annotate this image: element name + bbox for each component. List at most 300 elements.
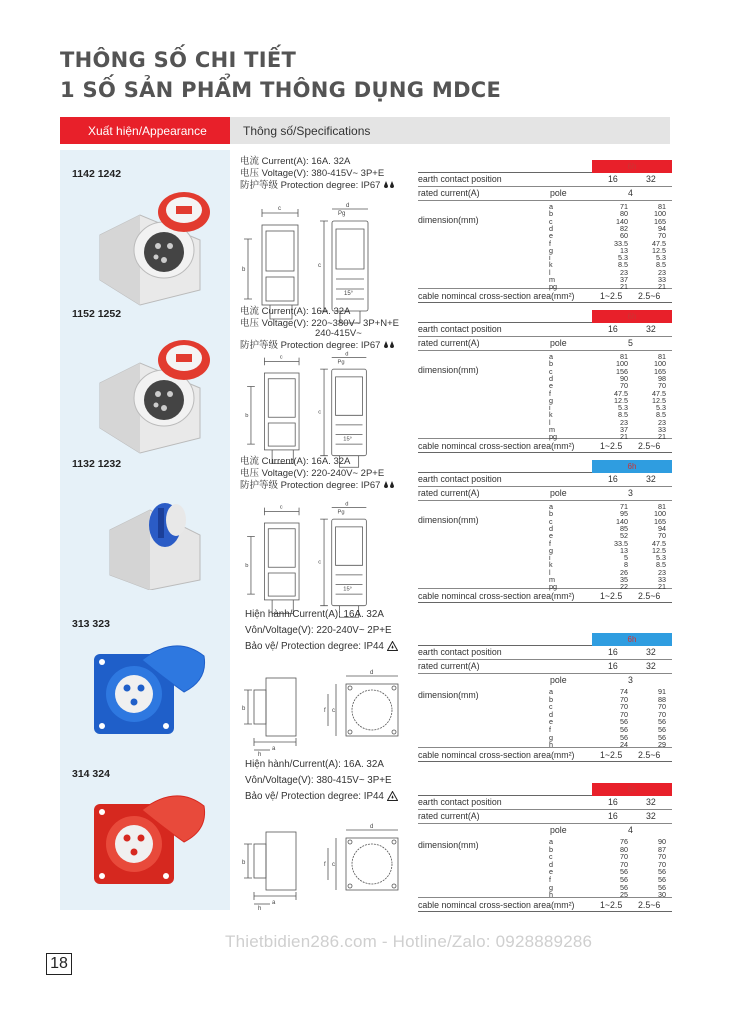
table-row — [418, 646, 672, 660]
dim-value-16: 56 — [620, 725, 628, 734]
dimension-block — [418, 351, 672, 442]
cable-label: cable nomincal cross-section area(mm²) — [418, 750, 575, 760]
spec-line — [240, 456, 395, 468]
dim-value-16: 80 — [620, 209, 628, 219]
appearance-header: Xuất hiện/Appearance — [60, 117, 230, 144]
spec-line-text: Vôn/Voltage(V): 380-415V~ 3P+E — [245, 775, 392, 786]
earth-32: 32 — [646, 474, 656, 484]
svg-text:d: d — [345, 351, 349, 358]
svg-text:h: h — [258, 752, 262, 758]
dim-value-16: 81 — [620, 352, 628, 361]
product-code: 1132 1232 — [72, 458, 122, 470]
dim-letter: k — [549, 560, 553, 570]
svg-text:c: c — [332, 862, 335, 868]
dim-value-16: 156 — [616, 366, 628, 376]
spec-table — [418, 633, 672, 762]
dim-letter: l — [549, 267, 551, 277]
dim-value-32: 70 — [658, 381, 666, 391]
spec-line — [240, 480, 395, 492]
svg-text:d: d — [370, 824, 374, 830]
dim-value-16: 70 — [620, 694, 628, 704]
dim-value-16: 12.5 — [614, 395, 628, 405]
pole-label: pole — [550, 825, 567, 835]
product-image — [80, 630, 210, 745]
product-rows — [60, 150, 672, 910]
dim-value-16: 140 — [616, 516, 628, 526]
dim-letter: g — [549, 245, 553, 255]
dim-value-32: 12.5 — [652, 245, 666, 255]
product-code: 313 323 — [72, 618, 110, 630]
product-spec-text — [245, 607, 398, 655]
dim-letter: d — [549, 709, 553, 719]
svg-text:b: b — [242, 706, 246, 712]
pole-label: pole — [550, 338, 567, 348]
dim-value-16: 35 — [620, 575, 628, 584]
product-spec-text — [240, 456, 395, 492]
rated-32: 32 — [646, 811, 656, 821]
dim-value-16: 25 — [620, 890, 628, 900]
dim-value-32: 30 — [658, 890, 666, 900]
spec-line — [245, 639, 398, 655]
dim-value-32: 94 — [658, 523, 666, 533]
cable-label: cable nomincal cross-section area(mm²) — [418, 441, 575, 451]
dim-value-32: 100 — [654, 209, 666, 219]
cable-label: cable nomincal cross-section area(mm²) — [418, 591, 575, 601]
panel-socket-red-image — [80, 780, 210, 890]
spec-line-text: 防护等级 Protection degree: IP67 — [240, 340, 381, 351]
dim-value-32: 165 — [654, 516, 666, 526]
spec-table — [418, 460, 672, 603]
product-row — [60, 305, 672, 455]
dim-letter: d — [549, 859, 553, 869]
spec-line — [245, 757, 398, 773]
dim-letter: g — [549, 732, 553, 742]
dim-letter: i — [549, 403, 551, 413]
dim-value-16: 100 — [616, 359, 628, 369]
table-header-bar — [418, 310, 672, 323]
dim-value-32: 91 — [658, 687, 666, 696]
dim-letter: a — [549, 687, 553, 696]
table-row — [418, 810, 672, 824]
dim-value-32: 8.5 — [656, 260, 666, 270]
hour-badge: 6h — [592, 633, 672, 646]
cable-row — [418, 289, 672, 303]
table-header-bar — [418, 783, 672, 796]
dim-value-16: 82 — [620, 223, 628, 233]
dim-letter: b — [549, 694, 553, 704]
cable-32: 2.5~6 — [638, 291, 661, 301]
cable-16: 1~2.5 — [600, 750, 623, 760]
dim-letter: h — [549, 740, 553, 750]
spec-line-text: 电流 Current(A): 16A. 32A — [240, 306, 351, 317]
dim-letter: pg — [549, 432, 557, 442]
spec-line-text: Hiện hành/Current(A): 16A. 32A — [245, 759, 384, 770]
cable-32: 2.5~6 — [638, 441, 661, 451]
hour-badge: 6h — [592, 160, 672, 173]
spec-line — [240, 168, 395, 180]
dim-value-32: 81 — [658, 202, 666, 211]
dim-value-32: 70 — [658, 859, 666, 869]
dim-value-16: 80 — [620, 844, 628, 854]
page-title-line1: THÔNG SỐ CHI TIẾT — [60, 48, 297, 72]
dimension-block — [418, 686, 672, 748]
page-title-line2: 1 SỐ SẢN PHẨM THÔNG DỤNG MDCE — [60, 78, 502, 102]
dimension-label: dimension(mm) — [418, 690, 479, 700]
table-row — [418, 660, 672, 674]
dim-letter: k — [549, 410, 553, 420]
dim-letter: f — [549, 388, 551, 398]
earth-16: 16 — [608, 474, 618, 484]
dimension-drawing — [240, 822, 410, 912]
product-row — [60, 755, 672, 910]
spec-line — [245, 773, 398, 789]
cable-32: 2.5~6 — [638, 750, 661, 760]
dim-letter: l — [549, 417, 551, 427]
dim-value-32: 70 — [658, 709, 666, 719]
product-row — [60, 605, 672, 760]
water-drops-icon — [383, 181, 395, 189]
svg-text:c: c — [318, 409, 322, 416]
cable-16: 1~2.5 — [600, 441, 623, 451]
dim-value-32: 165 — [654, 216, 666, 226]
table-row — [418, 323, 672, 337]
specifications-header: Thông số/Specifications — [230, 117, 670, 144]
dim-value-32: 94 — [658, 223, 666, 233]
spec-table — [418, 783, 672, 912]
water-drops-icon — [383, 481, 395, 489]
dim-letter: m — [549, 425, 555, 434]
dim-value-16: 140 — [616, 216, 628, 226]
table-row — [418, 674, 672, 686]
dim-value-16: 5.3 — [618, 403, 628, 413]
product-code: 314 324 — [72, 768, 110, 780]
dim-value-32: 12.5 — [652, 395, 666, 405]
svg-text:f: f — [324, 708, 326, 714]
table-row — [418, 487, 672, 501]
dim-value-16: 37 — [620, 425, 628, 434]
dim-value-32: 70 — [658, 852, 666, 862]
dim-value-32: 21 — [658, 282, 666, 292]
table-row — [418, 473, 672, 487]
svg-text:a: a — [272, 900, 276, 906]
svg-text:15°: 15° — [344, 291, 354, 297]
dim-value-32: 33 — [658, 275, 666, 284]
dim-value-32: 21 — [658, 432, 666, 442]
dim-value-32: 56 — [658, 732, 666, 742]
dim-letter: e — [549, 717, 553, 727]
dim-value-32: 81 — [658, 502, 666, 511]
dimension-drawing — [240, 668, 410, 758]
cable-row — [418, 439, 672, 453]
dimension-label: dimension(mm) — [418, 515, 479, 525]
svg-text:c: c — [279, 504, 283, 511]
dim-value-16: 13 — [620, 245, 628, 255]
dim-value-32: 12.5 — [652, 545, 666, 555]
page-number: 18 — [46, 953, 72, 975]
dim-value-32: 56 — [658, 875, 666, 884]
product-code: 1152 1252 — [72, 308, 122, 320]
dim-value-16: 21 — [620, 432, 628, 442]
rated-label: rated current(A) — [418, 488, 480, 498]
wall-socket-ip67-image — [80, 180, 210, 310]
dim-value-16: 13 — [620, 545, 628, 555]
earth-label: earth contact position — [418, 474, 502, 484]
spec-line-text: 电压 Voltage(V): 380-415V~ 3P+E — [240, 168, 385, 179]
dimension-label: dimension(mm) — [418, 840, 479, 850]
table-row — [418, 824, 672, 836]
dim-value-32: 5.3 — [656, 253, 666, 263]
dim-value-16: 52 — [620, 531, 628, 541]
svg-text:d: d — [346, 203, 350, 209]
dim-value-32: 81 — [658, 352, 666, 361]
earth-label: earth contact position — [418, 324, 502, 334]
rain-triangle-icon — [387, 641, 398, 651]
dim-value-16: 56 — [620, 867, 628, 877]
earth-32: 32 — [646, 324, 656, 334]
cable-label: cable nomincal cross-section area(mm²) — [418, 900, 575, 910]
dim-value-16: 37 — [620, 275, 628, 284]
dim-value-32: 29 — [658, 740, 666, 750]
spec-line-text: Bảo vệ/ Protection degree: IP44 — [245, 641, 384, 652]
dim-value-16: 56 — [620, 732, 628, 742]
svg-text:Pg: Pg — [337, 359, 345, 366]
dim-value-16: 70 — [620, 702, 628, 712]
dim-value-32: 5.3 — [656, 553, 666, 563]
dim-letter: b — [549, 844, 553, 854]
svg-text:c: c — [279, 354, 283, 361]
dim-value-32: 23 — [658, 267, 666, 277]
dim-value-32: 33 — [658, 425, 666, 434]
dim-letter: i — [549, 553, 551, 563]
dim-letter: d — [549, 223, 553, 233]
dim-value-16: 26 — [620, 567, 628, 577]
spec-line-text: 电流 Current(A): 16A. 32A — [240, 156, 351, 167]
table-header-bar — [418, 633, 672, 646]
dim-letter: m — [549, 275, 555, 284]
dim-value-16: 95 — [620, 509, 628, 519]
cable-16: 1~2.5 — [600, 591, 623, 601]
footer-watermark: Thietbidien286.com - Hotline/Zalo: 0928889286 — [225, 932, 593, 951]
dim-letter: e — [549, 381, 553, 391]
svg-text:f: f — [324, 862, 326, 868]
svg-text:a: a — [272, 746, 276, 752]
dimension-block — [418, 201, 672, 292]
dim-letter: b — [549, 509, 553, 519]
dim-value-16: 22 — [620, 582, 628, 592]
dim-value-16: 71 — [620, 202, 628, 211]
dim-letter: f — [549, 725, 551, 734]
table-header-bar — [418, 460, 672, 473]
dim-value-16: 56 — [620, 882, 628, 892]
dim-letter: a — [549, 502, 553, 511]
product-drawing — [240, 822, 410, 917]
product-image — [80, 480, 210, 595]
pole-label: pole — [550, 488, 567, 498]
wall-socket-ip67-image — [80, 328, 210, 458]
svg-text:c: c — [332, 708, 335, 714]
svg-text:c: c — [318, 559, 322, 566]
hour-badge: 6h — [592, 310, 672, 323]
dim-letter: f — [549, 538, 551, 548]
dim-value-16: 70 — [620, 859, 628, 869]
product-image — [80, 180, 210, 315]
spec-line-text: 防护等级 Protection degree: IP67 — [240, 480, 381, 491]
spec-line-text: 240-415V~ — [315, 328, 362, 339]
dim-value-32: 33 — [658, 575, 666, 584]
spec-line-text: 电压 Voltage(V): 220-240V~ 2P+E — [240, 468, 385, 479]
product-code: 1142 1242 — [72, 168, 122, 180]
spec-line-text: 电压 Voltage(V): 220~380V~ 3P+N+E — [240, 318, 399, 329]
earth-16: 16 — [608, 174, 618, 184]
cable-16: 1~2.5 — [600, 291, 623, 301]
dim-letter: pg — [549, 582, 557, 592]
spec-line — [245, 607, 398, 623]
earth-32: 32 — [646, 647, 656, 657]
product-spec-text — [240, 306, 399, 352]
cable-row — [418, 589, 672, 603]
dim-value-32: 47.5 — [652, 238, 666, 248]
dim-value-16: 33.5 — [614, 238, 628, 248]
dim-letter: h — [549, 890, 553, 900]
rated-label: rated current(A) — [418, 811, 480, 821]
dim-letter: l — [549, 567, 551, 577]
table-row — [418, 796, 672, 810]
pole-value: 3 — [628, 488, 633, 498]
dim-value-16: 70 — [620, 709, 628, 719]
dim-letter: g — [549, 545, 553, 555]
pole-value: 3 — [628, 675, 633, 685]
table-header-bar — [418, 160, 672, 173]
dim-value-32: 56 — [658, 717, 666, 727]
svg-text:b: b — [242, 267, 246, 273]
dim-letter: d — [549, 523, 553, 533]
rain-triangle-icon — [387, 791, 398, 801]
dim-value-16: 74 — [620, 687, 628, 696]
dim-value-16: 76 — [620, 837, 628, 846]
dim-value-16: 23 — [620, 267, 628, 277]
product-row — [60, 150, 672, 305]
dim-letter: f — [549, 875, 551, 884]
rated-16: 16 — [608, 661, 618, 671]
svg-text:Pg: Pg — [337, 509, 345, 516]
dim-letter: e — [549, 867, 553, 877]
spec-line — [240, 180, 395, 192]
rated-16: 16 — [608, 811, 618, 821]
cable-32: 2.5~6 — [638, 900, 661, 910]
earth-label: earth contact position — [418, 647, 502, 657]
cable-row — [418, 898, 672, 912]
dim-value-16: 47.5 — [614, 388, 628, 398]
dim-letter: c — [549, 702, 553, 712]
svg-text:b: b — [242, 860, 246, 866]
product-drawing — [240, 668, 410, 763]
dim-letter: a — [549, 837, 553, 846]
spec-line-text: 防护等级 Protection degree: IP67 — [240, 180, 381, 191]
panel-socket-blue-image — [80, 630, 210, 740]
hour-badge: 6h — [592, 460, 672, 473]
dim-value-32: 70 — [658, 531, 666, 541]
svg-text:15°: 15° — [343, 436, 352, 443]
dim-value-16: 70 — [620, 381, 628, 391]
cable-label: cable nomincal cross-section area(mm²) — [418, 291, 575, 301]
spec-line — [240, 306, 399, 318]
dim-value-16: 24 — [620, 740, 628, 750]
svg-text:d: d — [370, 670, 374, 676]
dim-letter: c — [549, 216, 553, 226]
dimension-block — [418, 501, 672, 592]
dim-letter: i — [549, 253, 551, 263]
dim-value-16: 5.3 — [618, 253, 628, 263]
dim-value-32: 100 — [654, 359, 666, 369]
dim-letter: m — [549, 575, 555, 584]
dim-value-32: 5.3 — [656, 403, 666, 413]
dim-value-32: 56 — [658, 725, 666, 734]
svg-text:b: b — [245, 563, 249, 570]
dim-value-32: 21 — [658, 582, 666, 592]
rated-32: 32 — [646, 661, 656, 671]
dim-letter: a — [549, 202, 553, 211]
earth-16: 16 — [608, 324, 618, 334]
product-row — [60, 455, 672, 605]
cable-16: 1~2.5 — [600, 900, 623, 910]
dim-value-32: 88 — [658, 694, 666, 704]
table-row — [418, 173, 672, 187]
pole-value: 5 — [628, 338, 633, 348]
dim-value-32: 165 — [654, 366, 666, 376]
dim-value-32: 23 — [658, 417, 666, 427]
dim-value-32: 8.5 — [656, 410, 666, 420]
dim-value-32: 100 — [654, 509, 666, 519]
dim-value-32: 98 — [658, 373, 666, 383]
dim-letter: g — [549, 882, 553, 892]
dim-value-32: 56 — [658, 867, 666, 877]
dim-letter: c — [549, 852, 553, 862]
dim-value-32: 87 — [658, 844, 666, 854]
dim-letter: d — [549, 373, 553, 383]
rated-label: rated current(A) — [418, 338, 480, 348]
cable-32: 2.5~6 — [638, 591, 661, 601]
dim-letter: c — [549, 366, 553, 376]
dim-letter: f — [549, 238, 551, 248]
spec-line — [245, 623, 398, 639]
spec-line-text: Bảo vệ/ Protection degree: IP44 — [245, 791, 384, 802]
dimension-block — [418, 836, 672, 898]
dim-value-16: 23 — [620, 417, 628, 427]
svg-text:c: c — [278, 206, 281, 212]
dim-value-32: 23 — [658, 567, 666, 577]
svg-text:b: b — [245, 413, 249, 420]
product-image — [80, 780, 210, 895]
dim-value-16: 5 — [624, 553, 628, 563]
dim-value-16: 8.5 — [618, 260, 628, 270]
dim-value-32: 47.5 — [652, 538, 666, 548]
spec-table — [418, 160, 672, 303]
pole-value: 4 — [628, 188, 633, 198]
dim-letter: b — [549, 209, 553, 219]
dim-letter: b — [549, 359, 553, 369]
spec-line-text: Vôn/Voltage(V): 220-240V~ 2P+E — [245, 625, 392, 636]
spec-line-text: Hiện hành/Current(A): 16A. 32A — [245, 609, 384, 620]
earth-32: 32 — [646, 174, 656, 184]
rated-label: rated current(A) — [418, 188, 480, 198]
dim-value-16: 60 — [620, 231, 628, 241]
earth-label: earth contact position — [418, 797, 502, 807]
dim-value-32: 8.5 — [656, 560, 666, 570]
spec-line — [245, 789, 398, 805]
svg-text:c: c — [318, 263, 321, 269]
product-spec-text — [245, 757, 398, 805]
dim-value-16: 85 — [620, 523, 628, 533]
